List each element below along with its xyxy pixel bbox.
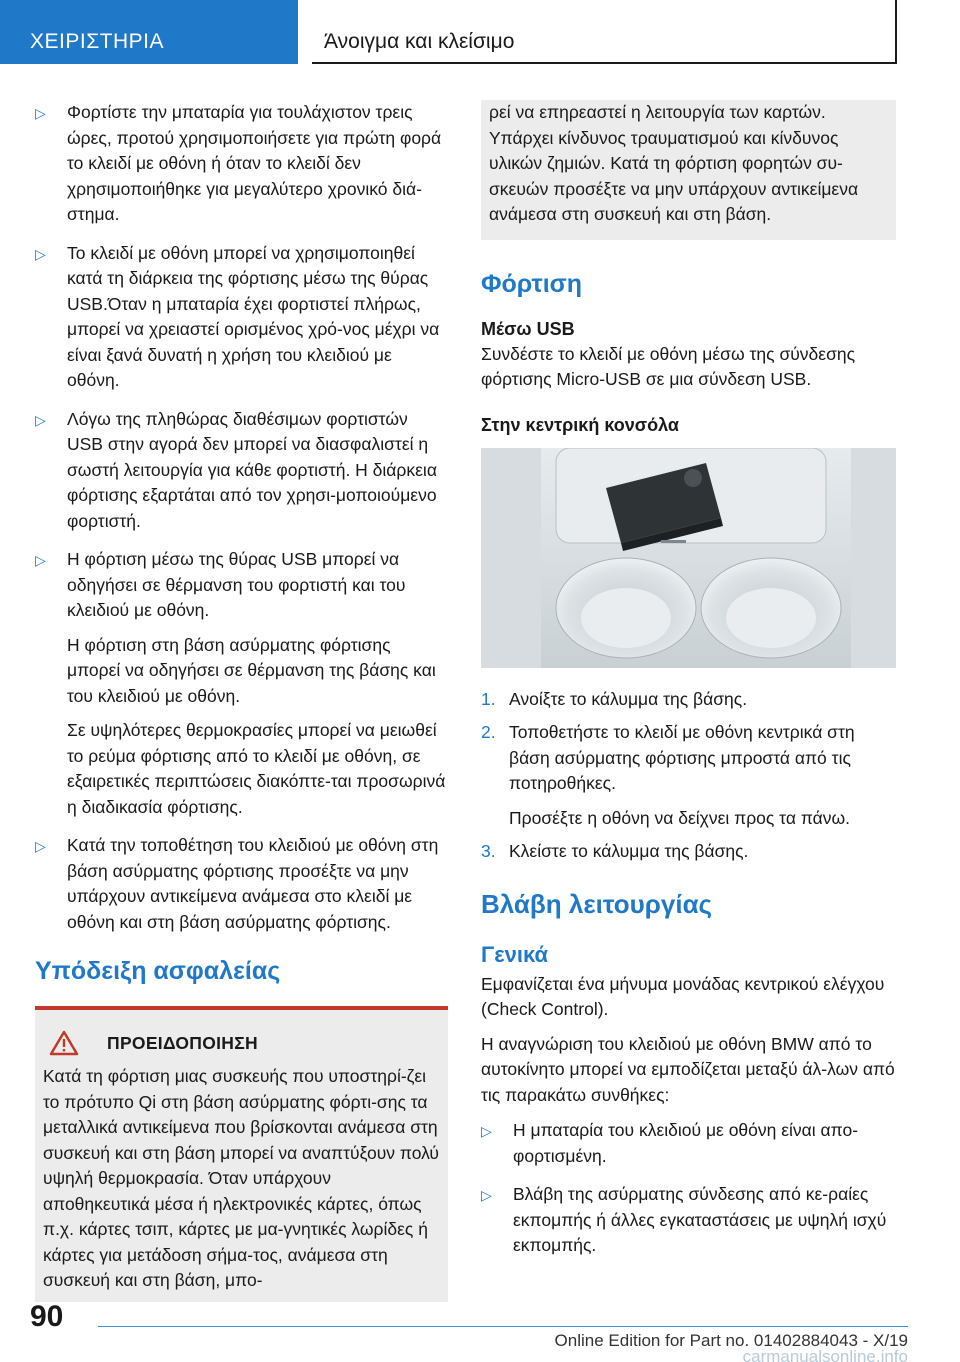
general-heading: Γενικά (481, 941, 549, 967)
triangle-bullet-icon: ▷ (35, 105, 46, 121)
page-header (0, 0, 960, 66)
warning-box-continued (481, 100, 896, 240)
list-item: ▷ Κατά την τοποθέτηση του κλειδιού με οθόνη στη βάση ασύρματης φόρτισης προσέξτε να μην υπάρχουν αντικείμενα ανάμεσα στο κλειδί με οθόνη και στη βάση ασύρματης φόρτισης. (35, 835, 439, 932)
list-item: ▷ Φορτίστε την μπαταρία για τουλάχιστον τρεις ώρες, προτού χρησιμοποιήσετε για πρώτη φορά το κλειδί με οθόνη ή όταν το κλειδί δεν χρησιμοποιήθηκε για μεγαλύτερο χρονικό διά-στημα. (35, 102, 442, 224)
warning-header (43, 1030, 440, 1056)
triangle-bullet-icon: ▷ (35, 838, 46, 854)
fault-heading: Βλάβη λειτουργίας (481, 888, 713, 919)
safety-heading: Υπόδειξη ασφαλείας (35, 957, 281, 985)
warning-box (35, 1006, 448, 1302)
triangle-bullet-icon: ▷ (35, 552, 46, 568)
fault-conditions-list (481, 1118, 896, 1259)
list-item: 3. Κλείστε το κάλυμμα της βάσης. (481, 841, 749, 861)
triangle-bullet-icon: ▷ (35, 245, 46, 262)
triangle-bullet-icon: ▷ (35, 411, 46, 428)
list-item: ▷ Το κλειδί με οθόνη μπορεί να χρησιμοποιηθεί κατά τη διάρκεια της φόρτισης μέσω της θύρας USB.Όταν η μπαταρία έχει φορτιστεί πλήρως, μπορεί να χρειαστεί ορισμένος χρό-νος μέχρι να είναι ξανά δυνατή η χρήση του κλειδιού με οθόνη. (35, 242, 440, 390)
list-item: ▷ Βλάβη της ασύρματης σύνδεσης από κε-ραίες εκπομπής ή άλλες εγκαταστάσεις με υψηλή ισχύ εκπομπής. (481, 1184, 887, 1255)
chapter-title: Άνοιγμα και κλείσιμο (312, 0, 897, 64)
triangle-bullet-icon: ▷ (481, 1123, 492, 1139)
charging-heading: Φόρτιση (481, 269, 583, 298)
left-column (35, 100, 448, 1302)
page-number: 90 (30, 1300, 64, 1333)
warning-text: Κατά τη φόρτιση μιας συσκευής που υποστηρί-ζει το πρότυπο Qi στη βάση ασύρματης φόρτι-σης τα μεταλλικά αντικείμενα που βρίσκονται ανάμεσα στη συσκευή και στη βάση μπορεί να αναπτύξουν πολύ υψηλή θερμοκρασία. Όταν υπάρχουν αποθηκευτικά μέσα ή ηλεκτρονικές κάρτες, όπως π.χ. κάρτες τσιπ, κάρτες με μα-γνητικές λωρίδες ή κάρτες για μετάδοση σήμα-τος, ανάμεσα στη συσκευή και στη βάση, μπο- (43, 1066, 440, 1290)
list-item: ▷ Η φόρτιση μέσω της θύρας USB μπορεί να οδηγήσει σε θέρμανση του φορτιστή και του κλειδιού με οθόνη. Η φόρτιση στη βάση ασύρματης φόρτισης μπορεί να οδηγήσει σε θέρμανση της βάσης και του κλειδιού με οθόνη. Σε υψηλότερες θερμοκρασίες μπορεί να μειωθεί το ρεύμα φόρτισης από το κλειδί με οθόνη, σε εξαιρετικές περιπτώσεις διακόπτε-ται προσωρινά η διαδικασία φόρτισης. (35, 547, 448, 820)
usb-heading: Μέσω USB (481, 318, 575, 339)
list-item-note: Η φόρτιση στη βάση ασύρματης φόρτισης μπορεί να οδηγήσει σε θέρμανση της βάσης και του κλειδιού με οθόνη. (67, 634, 436, 706)
warning-text-continued: ρεί να επηρεαστεί η λειτουργία των καρτών. Υπάρχει κίνδυνος τραυματισμού και κίνδυνος υλικών ζημιών. Κατά τη φόρτιση φορητών συ-σκευών προσέξτε να μην υπάρχουν αντικείμενα ανάμεσα στη συσκευή και στη βάση. (489, 102, 859, 224)
general-paragraph: Εμφανίζεται ένα μήνυμα μονάδας κεντρικού ελέγχου (Check Control). (481, 973, 885, 1019)
triangle-bullet-icon: ▷ (481, 1187, 492, 1203)
charging-notes-list (35, 100, 448, 935)
watermark: carmanualsonline.info (742, 1347, 908, 1362)
page-footer (98, 1326, 908, 1362)
list-item: ▷ Η μπαταρία του κλειδιού με οθόνη είναι απο-φορτισμένη. (481, 1120, 859, 1166)
list-item-note: Προσέξτε η οθόνη να δείχνει προς τα πάνω. (509, 807, 851, 828)
warning-title: ΠΡΟΕΙΔΟΠΟΙΗΣΗ (107, 1032, 258, 1053)
section-tab: ΧΕΙΡΙΣΤΗΡΙΑ (0, 0, 298, 64)
right-column (481, 100, 896, 1272)
list-item: 1. Ανοίξτε το κάλυμμα της βάσης. (481, 688, 748, 709)
list-item: 2. Τοποθετήστε το κλειδί με οθόνη κεντρικά στη βάση ασύρματης φόρτισης μπροστά από τις ποτηροθήκες. Προσέξτε η οθόνη να δείχνει προς τα πάνω. (481, 720, 896, 831)
general-paragraph: Η αναγνώριση του κλειδιού με οθόνη BMW από το αυτοκίνητο μπορεί να εμποδίζεται μεταξύ άλ-λων από τις παρακάτω συνθήκες: (481, 1033, 895, 1105)
list-item: ▷ Λόγω της πληθώρας διαθέσιμων φορτιστών USB στην αγορά δεν μπορεί να διασφαλιστεί η σωστή λειτουργία για κάθε φορτιστή. Η διάρκεια φόρτισης εξαρτάται από τον χρησι-μοποιούμενο φορτιστή. (35, 408, 437, 531)
console-heading: Στην κεντρική κονσόλα (481, 414, 679, 435)
usb-text: Συνδέστε το κλειδί με οθόνη μέσω της σύνδεσης φόρτισης Micro-USB σε μια σύνδεση USB. (481, 343, 856, 389)
warning-triangle-icon (49, 1030, 79, 1056)
console-charging-photo (481, 448, 896, 668)
list-item-note: Σε υψηλότερες θερμοκρασίες μπορεί να μειωθεί το ρεύμα φόρτισης από το κλειδί με οθόνη, σε εξαιρετικές περιπτώσεις διακόπτε-ται προσωρινά η διαδικασία φόρτισης. (67, 720, 446, 817)
edition-text: Online Edition for Part no. 01402884043 - X/19 (554, 1331, 908, 1350)
charging-steps-list (481, 687, 896, 865)
